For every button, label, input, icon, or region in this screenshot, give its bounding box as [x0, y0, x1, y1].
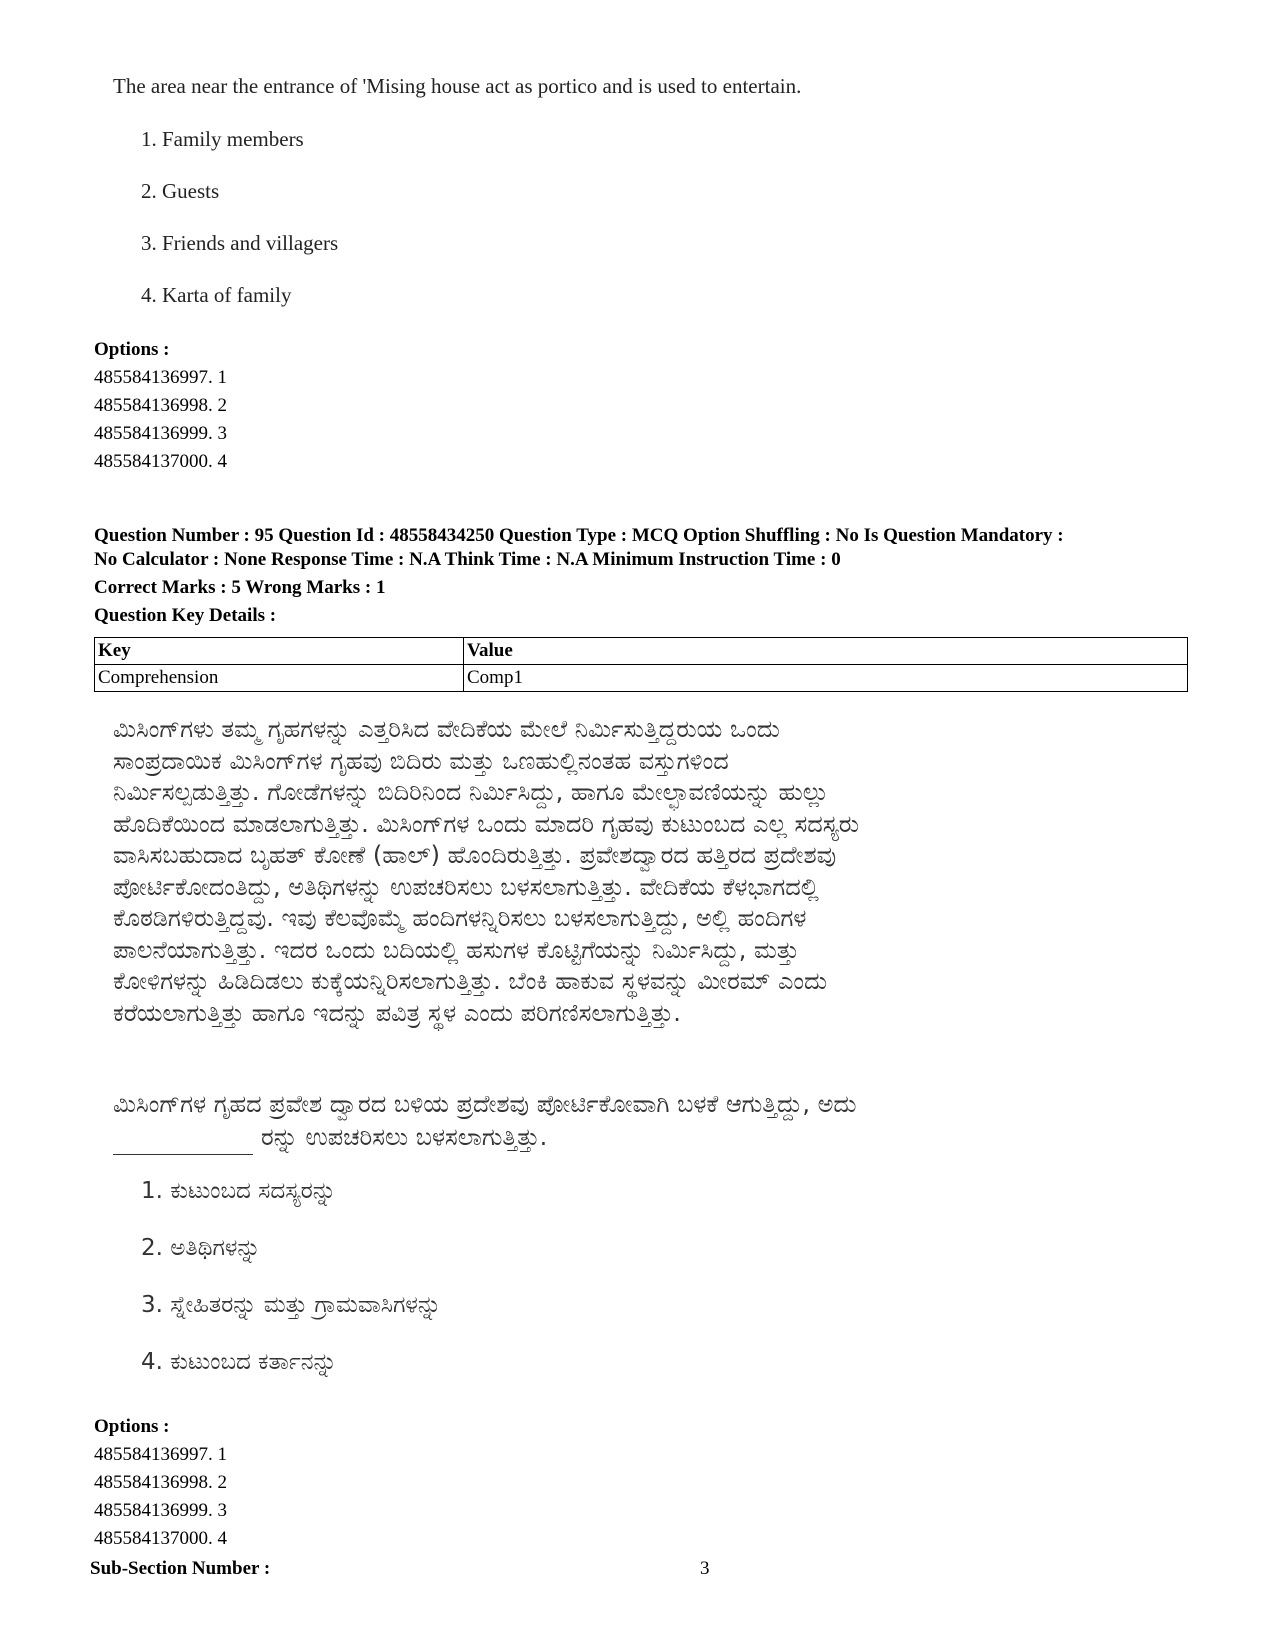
- passage-line: ವಾಸಿಸಬಹುದಾದ ಬೃಹತ್ ಕೋಣೆ (ಹಾಲ್) ಹೊಂದಿರುತ್ತಿತ್ತು. ಪ್ರವೇಶದ್ವಾರದ ಹತ್ತಿರದ ಪ್ರದೇಶವು: [113, 841, 837, 869]
- option-id-line: 485584136999. 3: [94, 1500, 227, 1521]
- key-details-label: Question Key Details :: [94, 605, 277, 626]
- question-key-table: [94, 637, 1188, 692]
- option-id-line: 485584136998. 2: [94, 1472, 227, 1493]
- options-label: Options :: [94, 1416, 170, 1437]
- option-id-line: 485584136997. 1: [94, 1444, 227, 1465]
- option-id-line: 485584136998. 2: [94, 395, 227, 416]
- choice-1-kannada: 1. ಕುಟುಂಬದ ಸದಸ್ಯರನ್ನು: [141, 1178, 337, 1204]
- passage-line: ಹೊದಿಕೆಯಿಂದ ಮಾಡಲಾಗುತ್ತಿತ್ತು. ಮಿಸಿಂಗ್‌ಗಳ ಒಂದು ಮಾದರಿ ಗೃಹವು ಕುಟುಂಬದ ಎಲ್ಲ ಸದಸ್ಯರು: [113, 809, 860, 838]
- option-id-line: 485584137000. 4: [94, 451, 227, 472]
- question-meta-line-2: No Calculator : None Response Time : N.A Think Time : N.A Minimum Instruction Time : 0: [94, 549, 841, 570]
- passage-line: ಪೋರ್ಟಿಕೋದಂತಿದ್ದು, ಅತಿಥಿಗಳನ್ನು ಉಪಚರಿಸಲು ಬಳಸಲಾಗುತ್ತಿತ್ತು. ವೇದಿಕೆಯ ಕೆಳಭಾಗದಲ್ಲಿ: [113, 872, 819, 901]
- choice-3-kannada: 3. ಸ್ನೇಹಿತರನ್ನು ಮತ್ತು ಗ್ರಾಮವಾಸಿಗಳನ್ನು: [141, 1292, 442, 1318]
- passage-line: ಪಾಲನೆಯಾಗುತ್ತಿತ್ತು. ಇದರ ಒಂದು ಬದಿಯಲ್ಲಿ ಹಸುಗಳ ಕೊಟ್ಟಿಗೆಯನ್ನು ನಿರ್ಮಿಸಿದ್ದು, ಮತ್ತು: [113, 935, 800, 964]
- question-metadata: [94, 524, 1194, 628]
- passage-line: ನಿರ್ಮಿಸಲ್ಪಡುತ್ತಿತ್ತು. ಗೋಡೆಗಳನ್ನು ಬಿದಿರಿನಿಂದ ನಿರ್ಮಿಸಿದ್ದು, ಹಾಗೂ ಮೇಲ್ಛಾವಣಿಯನ್ನು ಹುಲ್ಲು: [113, 778, 829, 806]
- passage-line: ಕರೆಯಲಾಗುತ್ತಿತ್ತು ಹಾಗೂ ಇದನ್ನು ಪವಿತ್ರ ಸ್ಥಳ ಎಂದು ಪರಿಗಣಿಸಲಾಗುತ್ತಿತ್ತು.: [113, 998, 681, 1027]
- question-text-english: The area near the entrance of 'Mising house act as portico and is used to entertain.: [113, 74, 802, 98]
- question-meta-line-1: Question Number : 95 Question Id : 48558434250 Question Type : MCQ Option Shuffling : No Is Question Mandatory :: [94, 525, 1064, 546]
- choice-2-english: 2. Guests: [141, 179, 220, 203]
- options-block-2: [94, 1413, 227, 1553]
- table-cell: Comp1: [464, 665, 1188, 692]
- passage-line: ಮಿಸಿಂಗ್‌ಗಳು ತಮ್ಮ ಗೃಹಗಳನ್ನು ಎತ್ತರಿಸಿದ ವೇದಿಕೆಯ ಮೇಲೆ ನಿರ್ಮಿಸುತ್ತಿದ್ದರುಯ ಒಂದು: [113, 715, 780, 743]
- options-block-1: [94, 336, 227, 476]
- marks-line: Correct Marks : 5 Wrong Marks : 1: [94, 577, 386, 598]
- table-header-key: Key: [95, 638, 464, 665]
- fill-in-blank: [113, 1121, 253, 1155]
- choice-4-english: 4. Karta of family: [141, 283, 292, 307]
- table-header-row: [95, 638, 1188, 665]
- table-cell: Comprehension: [95, 665, 464, 692]
- comprehension-passage-kannada: [113, 714, 1133, 1029]
- table-row: [95, 665, 1188, 692]
- question-kannada-line-1: ಮಿಸಿಂಗ್‌ಗಳ ಗೃಹದ ಪ್ರವೇಶ ದ್ವಾರದ ಬಳಿಯ ಪ್ರದೇಶವು ಪೋರ್ಟಿಕೋವಾಗಿ ಬಳಕೆ ಆಗುತ್ತಿದ್ದು, ಅದು: [113, 1090, 857, 1118]
- passage-line: ಕೋಳಿಗಳನ್ನು ಹಿಡಿದಿಡಲು ಕುಕ್ಕೆಯನ್ನಿರಿಸಲಾಗುತ್ತಿತ್ತು. ಬೆಂಕಿ ಹಾಕುವ ಸ್ಥಳವನ್ನು ಮೀರಮ್ ಎಂದು: [113, 967, 828, 995]
- choice-3-english: 3. Friends and villagers: [141, 231, 339, 255]
- question-kannada-line-2: ರನ್ನು ಉಪಚರಿಸಲು ಬಳಸಲಾಗುತ್ತಿತ್ತು.: [261, 1123, 548, 1151]
- table-header-value: Value: [464, 638, 1188, 665]
- options-label: Options :: [94, 339, 170, 360]
- question-text-kannada: [113, 1088, 1133, 1155]
- subsection-number-label: Sub-Section Number :: [90, 1558, 271, 1579]
- passage-line: ಸಾಂಪ್ರದಾಯಿಕ ಮಿಸಿಂಗ್‌ಗಳ ಗೃಹವು ಬಿದಿರು ಮತ್ತು ಒಣಹುಲ್ಲಿನಂತಹ ವಸ್ತುಗಳಿಂದ: [113, 746, 729, 775]
- option-id-line: 485584136997. 1: [94, 367, 227, 388]
- page-number: 3: [700, 1558, 710, 1579]
- option-id-line: 485584137000. 4: [94, 1528, 227, 1549]
- option-id-line: 485584136999. 3: [94, 423, 227, 444]
- choice-2-kannada: 2. ಅತಿಥಿಗಳನ್ನು: [141, 1235, 261, 1261]
- passage-line: ಕೊಠಡಿಗಳಿರುತ್ತಿದ್ದವು. ಇವು ಕೆಲವೊಮ್ಮೆ ಹಂದಿಗಳನ್ನಿರಿಸಲು ಬಳಸಲಾಗುತ್ತಿದ್ದು, ಅಲ್ಲಿ ಹಂದಿಗಳ: [113, 904, 807, 932]
- choice-1-english: 1. Family members: [141, 127, 304, 151]
- choice-4-kannada: 4. ಕುಟುಂಬದ ಕರ್ತಾನನ್ನು: [141, 1349, 337, 1375]
